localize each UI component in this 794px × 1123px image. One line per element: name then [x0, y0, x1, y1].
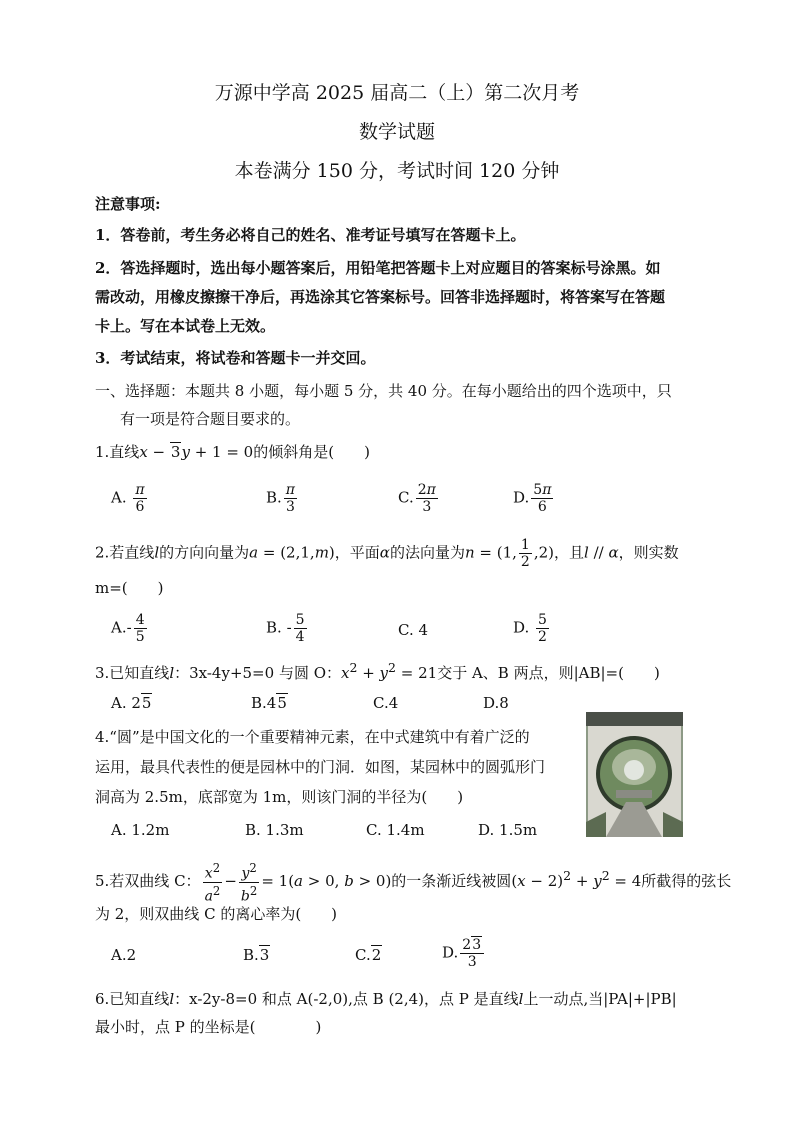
q2-option-a[interactable]: A.- $\frac{4}{5}$	[111, 612, 145, 645]
question-5-line2: 为 2，则双曲线 C 的离心率为( )	[95, 905, 338, 923]
section1-line1: 一、选择题：本题共 8 小题，每小题 5 分，共 40 分。在每小题给出的四个选项中，只	[95, 382, 672, 400]
question-2: 2.若直线l的方向向量为a = (2,1,m)，平面α的法向量为n = (1, $\frac{1}{2}$ ,2)，且l // α，则实数	[95, 537, 679, 570]
q2-option-d[interactable]: D. $\frac{5}{2}$	[513, 612, 547, 645]
q4-option-b[interactable]: B. 1.3m	[245, 821, 304, 839]
question-4-line1: 4.“圆”是中国文化的一个重要精神元素，在中式建筑中有着广泛的	[95, 728, 530, 746]
question-1: 1.直线x − 3y + 1 = 0的倾斜角是( )	[95, 443, 370, 461]
q4-option-a[interactable]: A. 1.2m	[111, 821, 170, 839]
notes-heading: 注意事项:	[95, 195, 161, 213]
question-2-line2: m=( )	[95, 579, 164, 597]
note-2c: 卡上。写在本试卷上无效。	[95, 317, 276, 335]
note-2a: 2．答选择题时，选出每小题答案后，用铅笔把答题卡上对应题目的答案标号涂黑。如	[95, 259, 661, 277]
q3-option-b[interactable]: B.45	[251, 694, 287, 712]
q5-option-c[interactable]: C.2	[355, 946, 382, 964]
question-4-line3: 洞高为 2.5m，底部宽为 1m，则该门洞的半径为( )	[95, 788, 464, 806]
q2-option-c[interactable]: C. 4	[398, 621, 429, 639]
q2-option-b[interactable]: B. - $\frac{5}{4}$	[266, 612, 305, 645]
q1-option-c[interactable]: C. $\frac{2\pi}{3}$	[398, 482, 436, 515]
question-4-line2: 运用，最具代表性的便是园林中的门洞．如图，某园林中的圆弧形门	[95, 758, 546, 776]
q3-option-a[interactable]: A. 25	[111, 694, 152, 712]
q5-option-a[interactable]: A.2	[111, 946, 137, 964]
q1-option-d[interactable]: D. $\frac{5\pi}{6}$	[513, 482, 552, 515]
question-6: 6.已知直线l：x-2y-8=0 和点 A(-2,0),点 B (2,4)，点 P 是直线l上一动点,当|PA|+|PB|	[95, 990, 677, 1008]
section1-line2: 有一项是符合题目要求的。	[120, 410, 301, 428]
note-3: 3．考试结束，将试卷和答题卡一并交回。	[95, 349, 376, 367]
q4-option-c[interactable]: C. 1.4m	[366, 821, 425, 839]
question-5: 5.若双曲线 C： $\frac{x^2}{a^2}$ − $\frac{y^2}{b^2}$ = 1(a > 0, b > 0)的一条渐近线被圆$(x - 2)^2 + y^2 = 4$所截得的弦长	[95, 861, 732, 905]
q4-option-d[interactable]: D. 1.5m	[478, 821, 538, 839]
question-3: 3.已知直线l：3x-4y+5=0 与圆 O：$x^2 + y^2 = 21$交于 A、B 两点，则|AB|=( )	[95, 660, 660, 682]
moon-gate-photo	[586, 712, 683, 837]
question-6-line2: 最小时，点 P 的坐标是( )	[95, 1018, 322, 1036]
q3-option-c[interactable]: C.4	[373, 694, 399, 712]
score-time: 本卷满分 150 分，考试时间 120 分钟	[234, 160, 560, 182]
note-2b: 需改动，用橡皮擦擦干净后，再选涂其它答案标号。回答非选择题时，将答案写在答题	[95, 288, 666, 306]
q1-option-b[interactable]: B. $\frac{\pi}{3}$	[266, 482, 295, 515]
q5-option-b[interactable]: B.3	[243, 946, 270, 964]
q1-option-a[interactable]: A. $\frac{\pi}{6}$	[111, 482, 145, 515]
q3-option-d[interactable]: D.8	[483, 694, 509, 712]
exam-title: 万源中学高 2025 届高二（上）第二次月考	[214, 82, 580, 104]
subject-title: 数学试题	[358, 121, 435, 143]
q5-option-d[interactable]: D. $\frac{23}{3}$	[442, 937, 486, 970]
note-1: 1．答卷前，考生务必将自己的姓名、准考证号填写在答题卡上。	[95, 226, 526, 244]
